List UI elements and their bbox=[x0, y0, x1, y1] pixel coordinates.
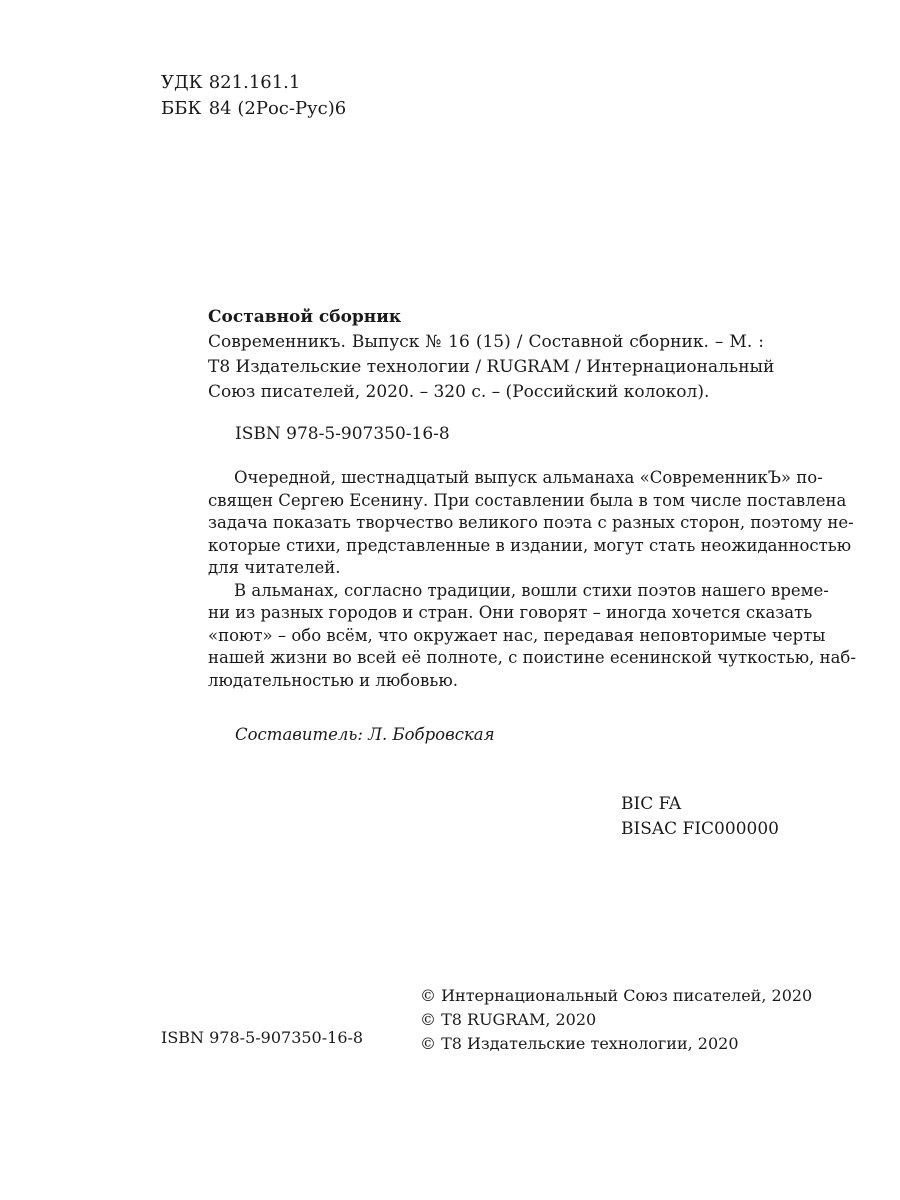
bibliography-line: Т8 Издательские технологии / RUGRAM / Интернациональный bbox=[208, 357, 775, 377]
compiler-credit: Составитель: Л. Бобровская bbox=[235, 725, 495, 744]
annotation-line: Очередной, шестнадцатый выпуск альманаха «СовременникЪ» по- bbox=[234, 468, 823, 487]
isbn-footer: ISBN 978-5-907350-16-8 bbox=[161, 1028, 364, 1047]
classification-block bbox=[161, 70, 346, 122]
isbn-main: ISBN 978-5-907350-16-8 bbox=[235, 424, 450, 444]
bibliography-line: Союз писателей, 2020. – 320 с. – (Российский колокол). bbox=[208, 382, 710, 402]
copyright-line: © Т8 Издательские технологии, 2020 bbox=[420, 1034, 739, 1053]
annotation-line: для читателей. bbox=[208, 558, 341, 577]
bic-code: BIC FA bbox=[621, 794, 682, 814]
annotation-line: «поют» – обо всём, что окружает нас, передавая неповторимые черты bbox=[208, 625, 826, 645]
udk-line bbox=[161, 70, 346, 96]
annotation-line: В альманах, согласно традиции, вошли стихи поэтов нашего време- bbox=[234, 580, 829, 600]
udk-value: 821.161.1 bbox=[208, 72, 301, 93]
book-title: Составной сборник bbox=[208, 307, 402, 327]
copyright-notices bbox=[420, 984, 812, 1056]
annotation-line: людательностью и любовью. bbox=[208, 670, 458, 690]
annotation-line: которые стихи, представленные в издании, могут стать неожиданностью bbox=[208, 535, 852, 555]
bbk-label: ББК bbox=[161, 98, 202, 119]
annotation-line: ни из разных городов и стран. Они говорят – иногда хочется сказать bbox=[208, 603, 813, 622]
bbk-value: 84 (2Рос-Рус)6 bbox=[208, 98, 347, 119]
annotation-line: нашей жизни во всей её полноте, с поистине есенинской чуткостью, наб- bbox=[208, 648, 856, 667]
bisac-code: BISAC FIC000000 bbox=[621, 819, 779, 839]
annotation-line: задача показать творчество великого поэта с разных сторон, поэтому не- bbox=[208, 513, 854, 532]
bbk-line bbox=[161, 96, 346, 122]
bibliography-line: Современникъ. Выпуск № 16 (15) / Составной сборник. – М. : bbox=[208, 332, 764, 352]
copyright-line: © Интернациональный Союз писателей, 2020 bbox=[420, 986, 813, 1005]
annotation bbox=[208, 467, 856, 692]
udk-label: УДК bbox=[161, 72, 203, 93]
copyright-line: © T8 RUGRAM, 2020 bbox=[420, 1010, 597, 1029]
bibliographic-description bbox=[208, 305, 775, 405]
subject-codes bbox=[621, 792, 779, 842]
annotation-line: священ Сергею Есенину. При составлении была в том числе поставлена bbox=[208, 490, 847, 510]
